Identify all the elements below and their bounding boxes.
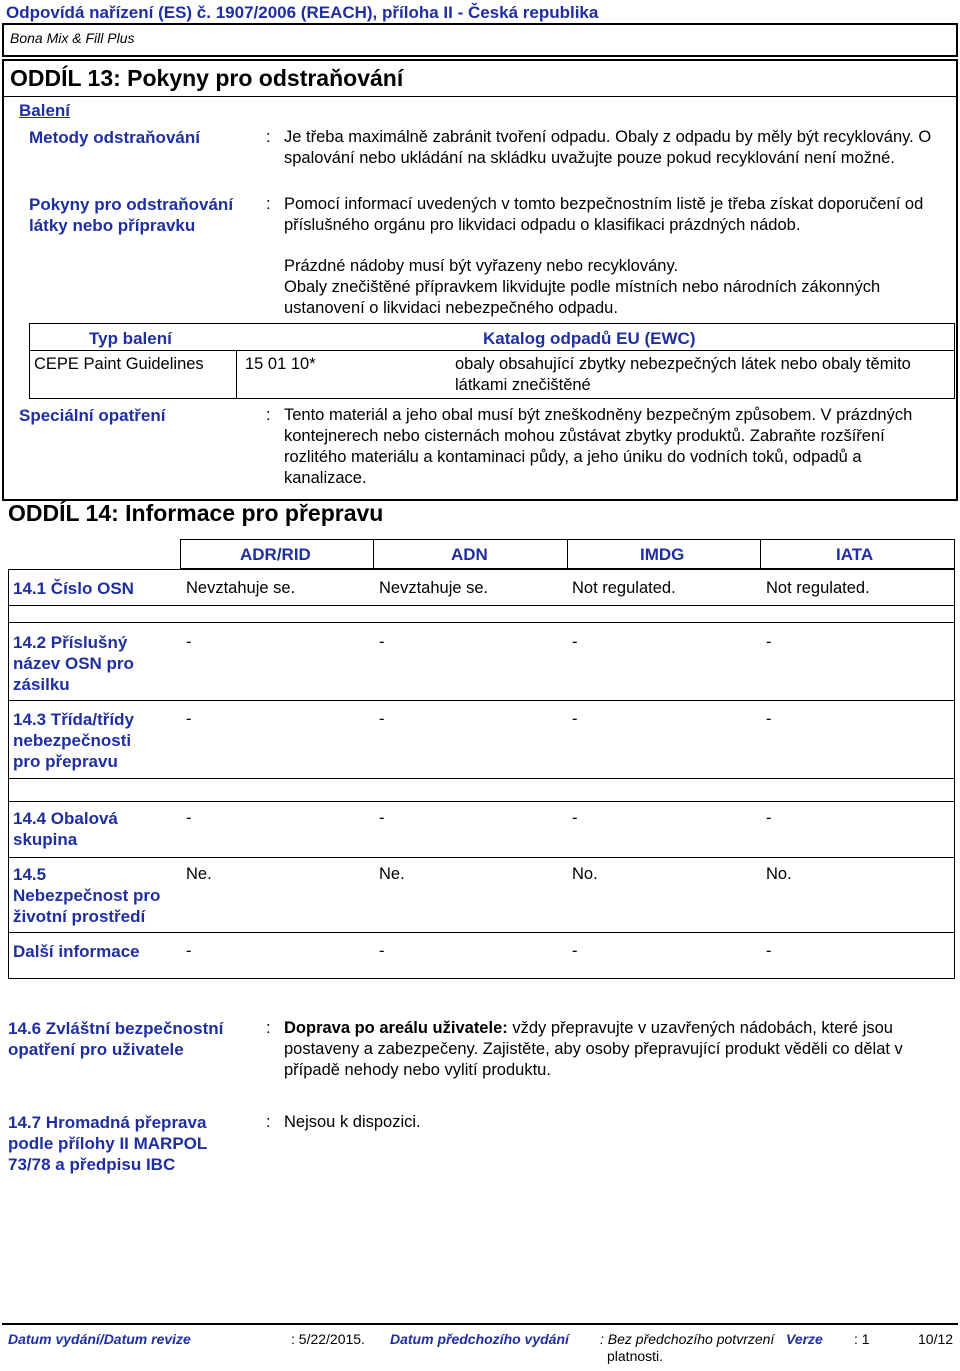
baleni-link[interactable]: Balení	[19, 101, 71, 120]
colon: :	[266, 195, 271, 213]
section-13-title-rule	[4, 96, 956, 97]
disposal-instructions-text-1: Pomocí informací uvedených v tomto bezpečnostním listě je třeba získat doporučení od příslušného orgánu pro likvidaci odpadu o klasifikaci prázdných nádob.	[284, 195, 924, 234]
product-name-box	[2, 23, 958, 57]
row-label-additional-info: Další informace	[13, 942, 140, 961]
un-number-adr: Nevztahuje se.	[186, 579, 296, 597]
colon: :	[266, 1019, 271, 1037]
row-label-hazard-class-3: pro přepravu	[13, 752, 118, 771]
marpol-label-3: 73/78 a předpisu IBC	[8, 1155, 176, 1174]
hazard-class-imdg: -	[572, 710, 578, 728]
shipping-name-adr: -	[186, 633, 192, 651]
column-header-imdg: IMDG	[640, 545, 685, 564]
un-number-iata: Not regulated.	[766, 579, 870, 597]
special-user-label-1: 14.6 Zvláštní bezpečnostní	[8, 1019, 224, 1038]
env-hazard-adn: Ne.	[379, 865, 405, 883]
row-label-packing-group-2: skupina	[13, 830, 78, 849]
marpol-text: Nejsou k dispozici.	[284, 1113, 421, 1131]
packing-group-iata: -	[766, 809, 772, 827]
disposal-methods-label: Metody odstraňování	[29, 128, 200, 147]
packaging-type-header: Typ balení	[89, 329, 172, 348]
packing-group-adn: -	[379, 809, 385, 827]
row-label-env-hazard-3: životní prostředí	[13, 907, 146, 926]
packaging-table-col-divider	[236, 351, 237, 399]
special-precautions-text: Tento materiál a jeho obal musí být zneškodněny bezpečným způsobem. V prázdných kontejnerech nebo cisternách mohou zůstávat zbytky produktů. Zabraňte rozšíření rozlitého materiálu a kontaminaci půdy, a jeho úniku do vodních toků, odpadů a kanalizace.	[284, 406, 913, 487]
packaging-table-header-rule	[29, 350, 955, 351]
additional-info-iata: -	[766, 942, 772, 960]
additional-info-adn: -	[379, 942, 385, 960]
ewc-header: Katalog odpadů EU (EWC)	[483, 329, 696, 348]
disposal-instructions-text-2: Prázdné nádoby musí být vyřazeny nebo recyklovány.	[284, 257, 679, 275]
ewc-code: 15 01 10*	[245, 355, 316, 373]
special-user-label-2: opatření pro uživatele	[8, 1040, 184, 1059]
packing-group-adr: -	[186, 809, 192, 827]
row-label-packing-group-1: 14.4 Obalová	[13, 809, 118, 828]
section-13-title: ODDÍL 13: Pokyny pro odstraňování	[10, 65, 404, 91]
footer-page-number: 10/12	[918, 1331, 954, 1347]
column-header-iata: IATA	[836, 545, 874, 564]
additional-info-imdg: -	[572, 942, 578, 960]
additional-info-adr: -	[186, 942, 192, 960]
regulation-header: Odpovídá nařízení (ES) č. 1907/2006 (REACH), příloha II - Česká republika	[6, 3, 599, 22]
disposal-methods-text: Je třeba maximálně zabránit tvoření odpadu. Obaly z odpadu by měly být recyklovány. O spalování nebo ukládání na skládku uvažujte pouze pokud recyklování není možné.	[284, 128, 932, 167]
shipping-name-adn: -	[379, 633, 385, 651]
hazard-class-iata: -	[766, 710, 772, 728]
marpol-label-2: podle přílohy II MARPOL	[8, 1134, 208, 1153]
shipping-name-iata: -	[766, 633, 772, 651]
packaging-type-value: CEPE Paint Guidelines	[34, 355, 204, 373]
transport-table-body	[8, 569, 955, 979]
shipping-name-imdg: -	[572, 633, 578, 651]
un-number-adn: Nevztahuje se.	[379, 579, 489, 597]
env-hazard-adr: Ne.	[186, 865, 212, 883]
row-label-shipping-name-3: zásilku	[13, 675, 70, 694]
row-label-env-hazard-2: Nebezpečnost pro	[13, 886, 161, 905]
special-user-body: vždy přepravujte v uzavřených nádobách, které jsou postaveny a zabezpečeny. Zajistěte, aby osoby přepravující produkt věděli co dělat v případě nehody nebo vylití produktu.	[284, 1019, 903, 1079]
row-label-hazard-class-1: 14.3 Třída/třídy	[13, 710, 134, 729]
footer-version-value: : 1	[854, 1331, 870, 1347]
row-label-shipping-name-1: 14.2 Příslušný	[13, 633, 128, 652]
colon: :	[266, 406, 271, 424]
env-hazard-iata: No.	[766, 865, 792, 883]
special-user-bold: Doprava po areálu uživatele:	[284, 1019, 508, 1037]
section-14-title: ODDÍL 14: Informace pro přepravu	[8, 500, 384, 526]
env-hazard-imdg: No.	[572, 865, 598, 883]
row-label-env-hazard-1: 14.5	[13, 865, 47, 884]
footer-prev-label: Datum předchozího vydání	[390, 1331, 569, 1347]
packing-group-imdg: -	[572, 809, 578, 827]
column-header-adr-rid: ADR/RID	[240, 545, 311, 564]
footer-prev-value-1: : Bez předchozího potvrzení	[600, 1331, 775, 1347]
row-label-hazard-class-2: nebezpečnosti	[13, 731, 132, 750]
footer-rule	[2, 1323, 958, 1325]
colon: :	[266, 1113, 271, 1131]
disposal-instructions-label-1: Pokyny pro odstraňování	[29, 195, 234, 214]
footer-prev-value-2: platnosti.	[607, 1348, 664, 1364]
hazard-class-adn: -	[379, 710, 385, 728]
hazard-class-adr: -	[186, 710, 192, 728]
special-precautions-label: Speciální opatření	[19, 406, 166, 425]
marpol-label-1: 14.7 Hromadná přeprava	[8, 1113, 207, 1132]
special-user-text	[284, 1018, 944, 1081]
un-number-imdg: Not regulated.	[572, 579, 676, 597]
footer-issue-value: : 5/22/2015.	[291, 1331, 365, 1347]
ewc-description: obaly obsahující zbytky nebezpečných látek nebo obaly těmito látkami znečištěné	[455, 355, 911, 394]
footer-issue-label: Datum vydání/Datum revize	[8, 1331, 191, 1347]
disposal-instructions-label-2: látky nebo přípravku	[29, 216, 196, 235]
footer-version-label: Verze	[786, 1331, 823, 1347]
column-header-adn: ADN	[451, 545, 488, 564]
row-label-un-number: 14.1 Číslo OSN	[13, 579, 134, 598]
product-name: Bona Mix & Fill Plus	[10, 30, 135, 46]
row-label-shipping-name-2: název OSN pro	[13, 654, 134, 673]
colon: :	[266, 128, 271, 146]
disposal-instructions-text-3: Obaly znečištěné přípravkem likvidujte podle místních nebo národních zákonných ustanovení o likvidaci nebezpečného odpadu.	[284, 278, 881, 317]
